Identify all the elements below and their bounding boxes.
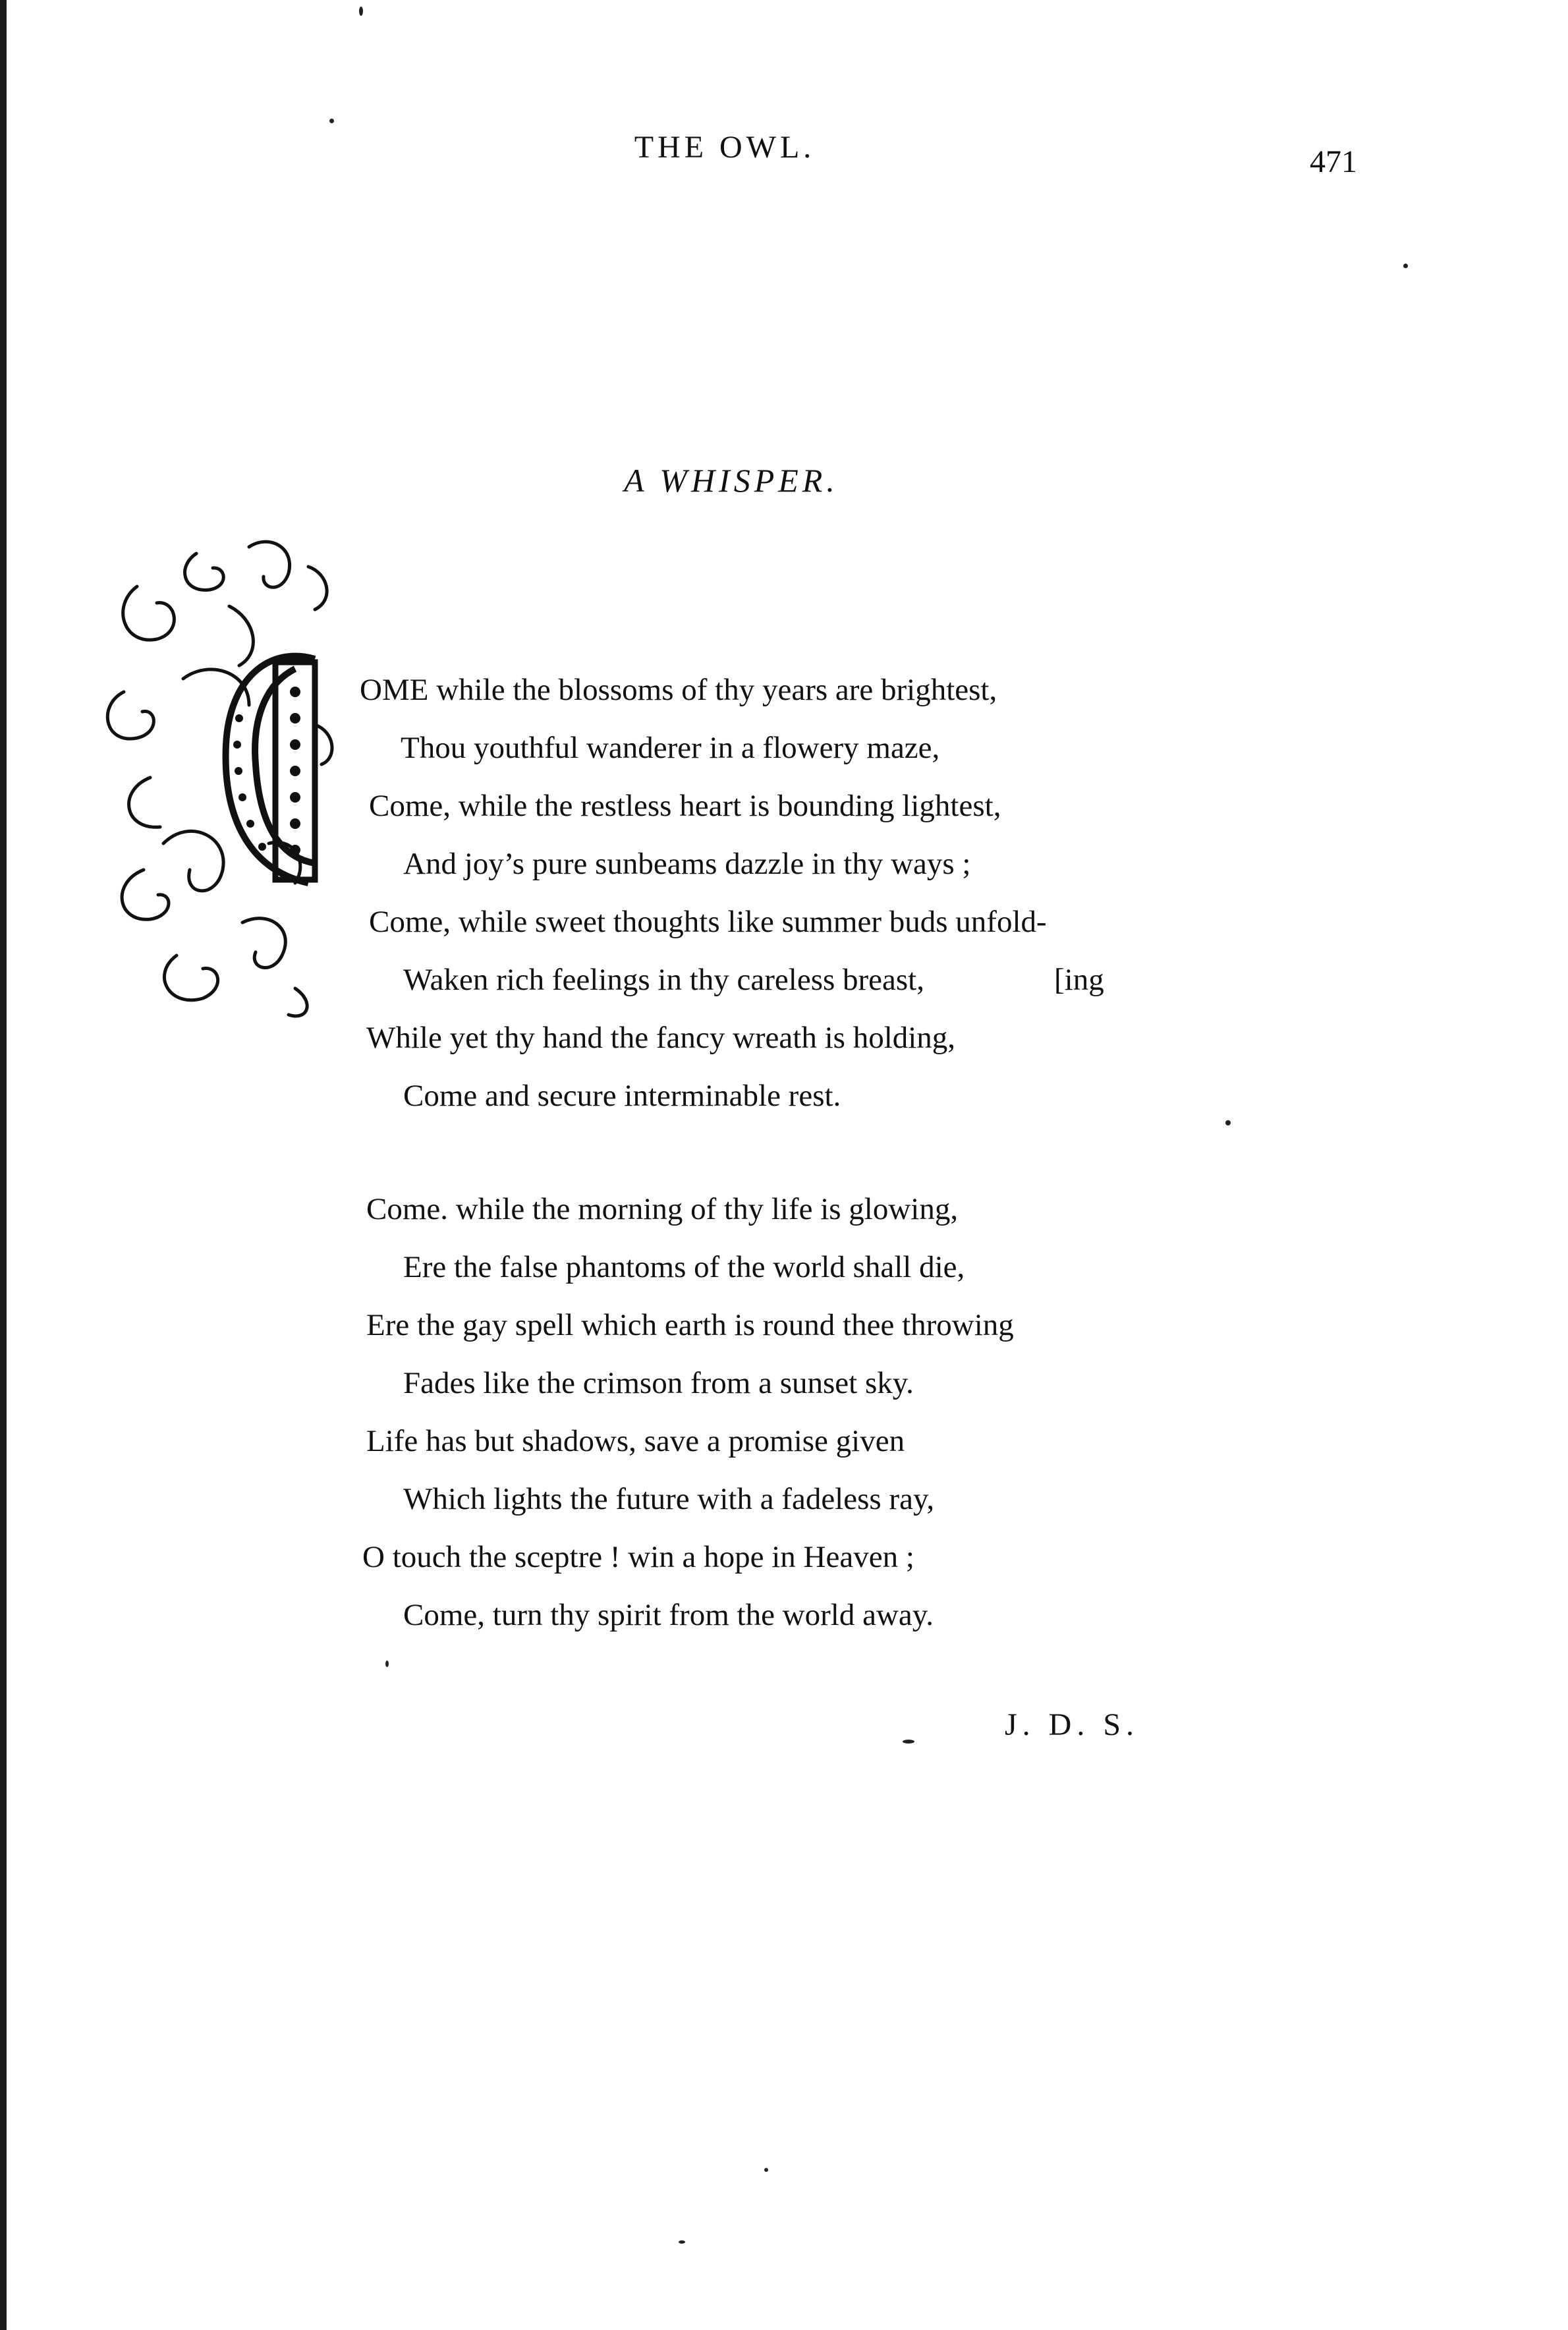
print-speck <box>385 1661 389 1667</box>
poem-line-7: While yet thy hand the fancy wreath is holding, <box>366 1021 956 1055</box>
print-speck <box>329 119 334 123</box>
poem-line-14: Which lights the future with a fadeless ray, <box>403 1482 935 1516</box>
poem-line-1-text: OME while the blossoms of thy years are brightest, <box>360 673 997 707</box>
poem-line-16: Come, turn thy spirit from the world away. <box>403 1598 934 1632</box>
poem-line-13: Life has but shadows, save a promise given <box>366 1424 905 1458</box>
poem-title: A WHISPER. <box>624 462 839 499</box>
poem-line-3: Come, while the restless heart is bounding lightest, <box>369 789 1001 823</box>
page-number: 471 <box>1310 144 1357 179</box>
carry-over-fragment: [ing <box>1054 963 1104 997</box>
poem-line-11: Ere the gay spell which earth is round thee throwing <box>366 1308 1014 1342</box>
poem-line-12: Fades like the crimson from a sunset sky. <box>403 1366 914 1400</box>
poem-line-6: Waken rich feelings in thy careless breast, <box>403 963 924 997</box>
author-signature: J. D. S. <box>1005 1707 1140 1742</box>
print-speck <box>1403 264 1408 268</box>
print-speck <box>359 7 363 16</box>
poem-line-2: Thou youthful wanderer in a flowery maze, <box>401 731 940 765</box>
print-speck <box>903 1740 914 1744</box>
print-speck <box>764 2168 768 2172</box>
page-binding-edge <box>0 0 7 2330</box>
print-speck <box>679 2240 685 2244</box>
running-title: THE OWL. <box>634 130 816 165</box>
poem-line-10: Ere the false phantoms of the world shall die, <box>403 1250 965 1284</box>
poem-line-1 <box>360 672 997 708</box>
poem-line-8: Come and secure interminable rest. <box>403 1079 841 1113</box>
poem-line-9: Come. while the morning of thy life is glowing, <box>366 1192 959 1226</box>
poem-line-5: Come, while sweet thoughts like summer buds unfold- <box>369 905 1047 939</box>
poem-line-15: O touch the sceptre ! win a hope in Heaven ; <box>362 1540 914 1574</box>
print-speck <box>1225 1120 1231 1125</box>
ornamental-drop-cap <box>98 527 361 1028</box>
poem-line-4: And joy’s pure sunbeams dazzle in thy ways ; <box>403 847 971 881</box>
